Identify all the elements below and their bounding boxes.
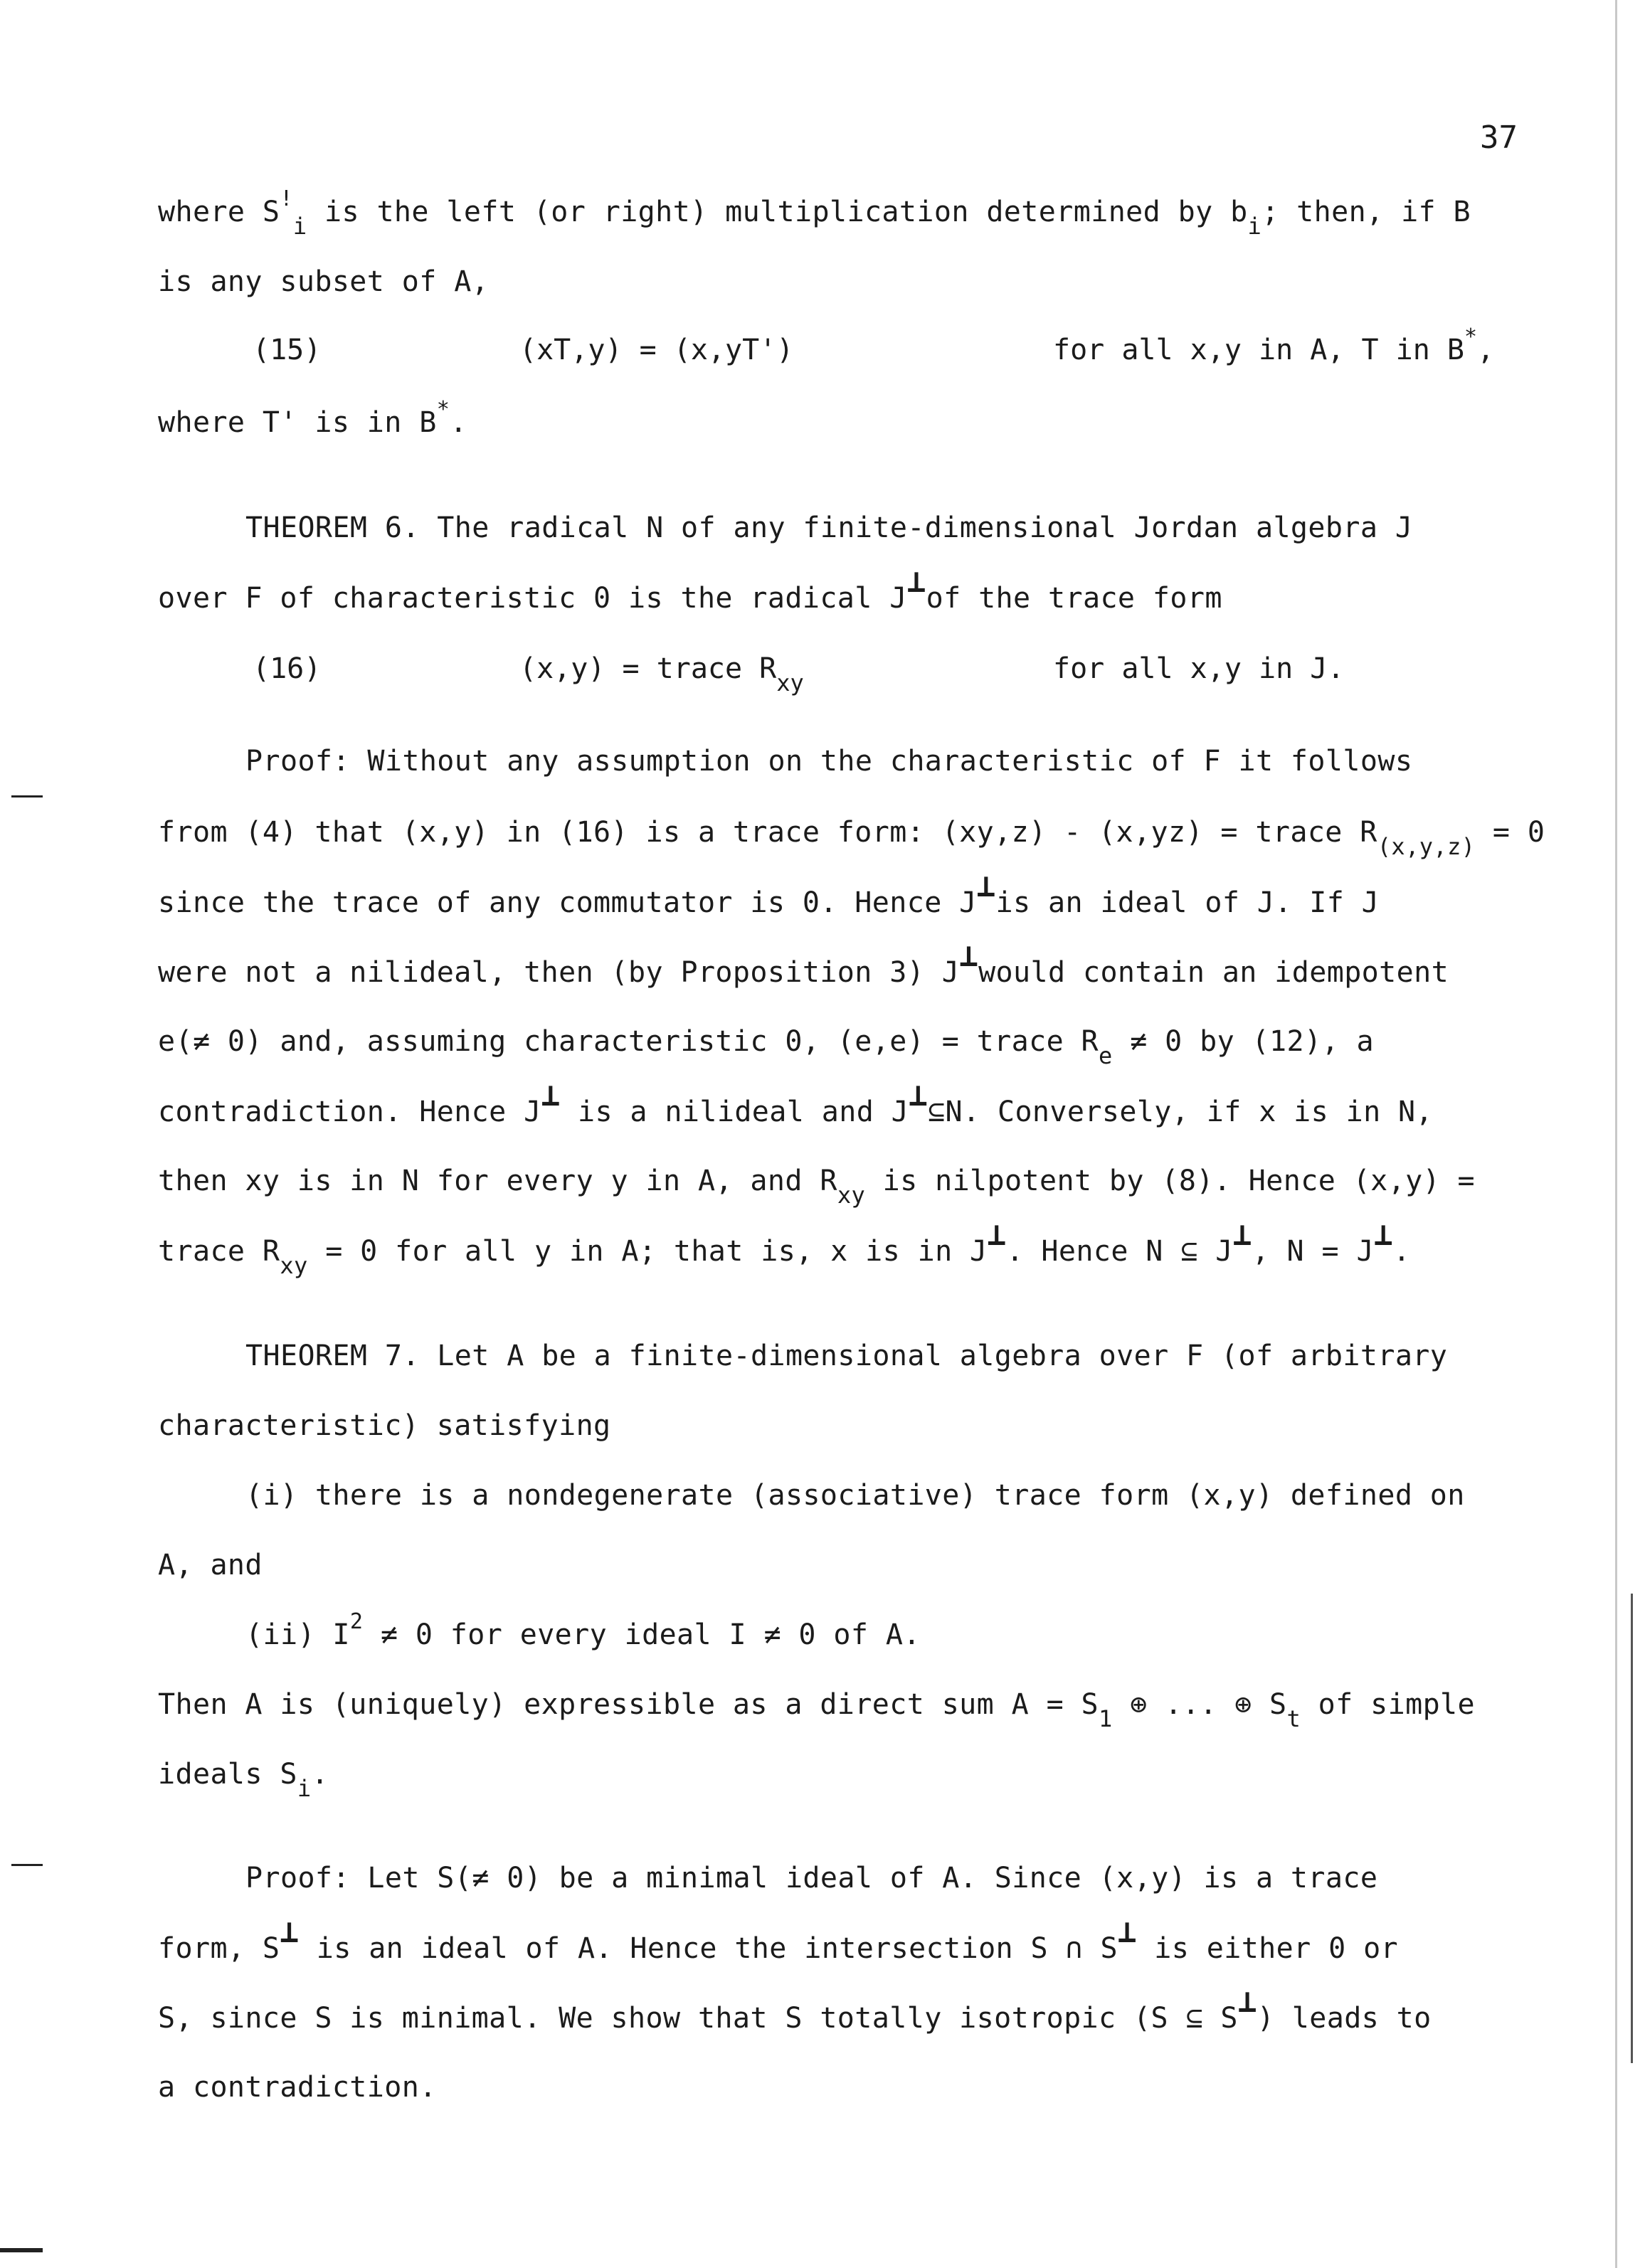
- equation-expression: (xT,y) = (x,yT'): [519, 334, 794, 366]
- text-run: e(≠ 0) and, assuming characteristic 0, (e,e) = trace R: [158, 1025, 1099, 1058]
- text-run: (ii) I: [245, 1618, 350, 1651]
- scan-mark: [0, 2248, 43, 2252]
- text-line: [158, 811, 1545, 860]
- perp-symbol: ⊥: [906, 563, 926, 600]
- text-line: [158, 1914, 1399, 1970]
- perp-symbol: ⊥: [909, 1077, 929, 1113]
- text-run: . Hence N ⊆ J: [1006, 1235, 1233, 1268]
- text-run: .: [450, 406, 467, 439]
- text-line: [158, 1160, 1476, 1209]
- text-run: ) leads to: [1257, 2002, 1432, 2035]
- text-run: THEOREM 7. Let A be a finite-dimensional algebra over F (of arbitrary: [245, 1340, 1448, 1372]
- subscript: 1: [1099, 1705, 1113, 1732]
- text-run: .: [311, 1758, 329, 1791]
- text-run: ⊕ ... ⊕ S: [1112, 1688, 1287, 1721]
- text-run: would contain an idempotent: [978, 956, 1449, 989]
- text-run: Then A is (uniquely) expressible as a direct sum A = S: [158, 1688, 1099, 1721]
- text-run: Proof: Without any assumption on the characteristic of F it follows: [245, 745, 1413, 778]
- text-line: [245, 1609, 921, 1659]
- text-line: [158, 260, 489, 303]
- text-line: [245, 1857, 1377, 1899]
- perp-symbol: ⊥: [987, 1217, 1007, 1253]
- text-run: ≠ 0 for every ideal I ≠ 0 of A.: [363, 1618, 921, 1651]
- text-line: [158, 1753, 329, 1802]
- text-line: [158, 1983, 1432, 2040]
- equation-label: (16): [253, 652, 322, 685]
- text-run: of the trace form: [926, 582, 1222, 615]
- perp-symbol: ⊥: [1232, 1217, 1252, 1253]
- text-line: [158, 397, 467, 447]
- text-run: = 0: [1475, 816, 1545, 849]
- text-run: is any subset of A,: [158, 265, 490, 298]
- perp-symbol: ⊥: [959, 938, 979, 974]
- text-run: since the trace of any commutator is 0. Hence J: [158, 886, 977, 919]
- text-line: [158, 2066, 437, 2109]
- text-run: A, and: [158, 1549, 263, 1581]
- text-run: a contradiction.: [158, 2071, 437, 2104]
- text-line: [245, 1335, 1447, 1377]
- text-run: contradiction. Hence J: [158, 1096, 541, 1128]
- superscript: 2: [349, 1609, 364, 1634]
- text-run: were not a nilideal, then (by Proposition 3) J: [158, 956, 960, 989]
- text-run: where S: [158, 196, 280, 228]
- text-line: [158, 563, 1222, 620]
- scan-mark: [11, 795, 43, 797]
- text-run: over F of characteristic 0 is the radical J: [158, 582, 907, 615]
- text-run: ≠ 0 by (12), a: [1112, 1025, 1374, 1058]
- subscript: (x,y,z): [1377, 833, 1476, 860]
- text-line: [158, 1020, 1374, 1069]
- text-run: = 0 for all y in A; that is, x is in J: [307, 1235, 988, 1268]
- subscript: xy: [280, 1252, 308, 1279]
- text-line: [158, 1404, 611, 1447]
- text-run: , N = J: [1252, 1235, 1374, 1268]
- text-run: Proof: Let S(≠ 0) be a minimal ideal of A. Since (x,y) is a trace: [245, 1862, 1378, 1895]
- text-run: S, since S is minimal. We show that S totally isotropic (S ⊆ S: [158, 2002, 1238, 2035]
- perp-symbol: ⊥: [280, 1914, 300, 1950]
- equation-condition: for all x,y in A, T in B*,: [1053, 324, 1495, 366]
- text-line: [158, 938, 1449, 994]
- text-run: is an ideal of J. If J: [995, 886, 1380, 919]
- text-line: [158, 186, 1471, 240]
- text-run: ; then, if B: [1261, 196, 1471, 228]
- perp-symbol: ⊥: [1373, 1217, 1393, 1253]
- text-run: is the left (or right) multiplication determined by b: [307, 196, 1248, 228]
- perp-symbol: ⊥: [1237, 1983, 1257, 2020]
- scan-edge: [1631, 1594, 1633, 2063]
- equation-condition: for all x,y in J.: [1053, 652, 1345, 685]
- text-run: is nilpotent by (8). Hence (x,y) =: [865, 1165, 1476, 1197]
- text-run: characteristic) satisfying: [158, 1409, 611, 1442]
- perp-symbol: ⊥: [541, 1077, 561, 1113]
- text-line: [158, 1077, 1434, 1133]
- subscript: e: [1099, 1042, 1113, 1069]
- text-run: then xy is in N for every y in A, and R: [158, 1165, 837, 1197]
- text-run: ideals S: [158, 1758, 297, 1791]
- text-line: [158, 1683, 1476, 1732]
- text-run: where T' is in B: [158, 406, 437, 439]
- text-run: is either 0 or: [1136, 1932, 1399, 1965]
- perp-symbol: ⊥: [976, 868, 996, 904]
- text-run: trace R: [158, 1235, 280, 1268]
- perp-symbol: ⊥: [1117, 1914, 1137, 1950]
- text-line: [158, 1544, 263, 1586]
- superscript: *: [436, 397, 450, 422]
- text-run: form, S: [158, 1932, 280, 1965]
- text-run: .: [1392, 1235, 1411, 1268]
- text-run: is a nilideal and J: [560, 1096, 909, 1128]
- text-run: (i) there is a nondegenerate (associative) trace form (x,y) defined on: [245, 1479, 1465, 1512]
- page-number: 37: [1480, 120, 1518, 156]
- text-run: from (4) that (x,y) in (16) is a trace form: (xy,z) - (x,yz) = trace R: [158, 816, 1377, 849]
- text-run: ⊆N. Conversely, if x is in N,: [928, 1096, 1434, 1128]
- text-line: [245, 740, 1412, 783]
- equation-expression: (x,y) = trace $R_{xy}$: [519, 652, 804, 696]
- subscript: xy: [837, 1182, 866, 1209]
- subscript: i: [1247, 213, 1262, 240]
- subscript: t: [1286, 1705, 1301, 1732]
- scan-mark: [11, 1864, 43, 1866]
- subscript: i: [297, 1775, 312, 1802]
- superscript: !: [280, 186, 293, 211]
- text-line: [245, 507, 1412, 549]
- text-run: is an ideal of A. Hence the intersection S ∩ S: [299, 1932, 1118, 1965]
- equation-label: (15): [253, 334, 322, 366]
- scan-edge: [1615, 0, 1617, 2268]
- text-run: THEOREM 6. The radical N of any finite-dimensional Jordan algebra J: [245, 512, 1413, 544]
- text-line: [158, 868, 1380, 924]
- text-line: [158, 1217, 1411, 1279]
- text-line: [245, 1474, 1465, 1517]
- text-run: of simple: [1301, 1688, 1476, 1721]
- subscript: i: [292, 213, 307, 240]
